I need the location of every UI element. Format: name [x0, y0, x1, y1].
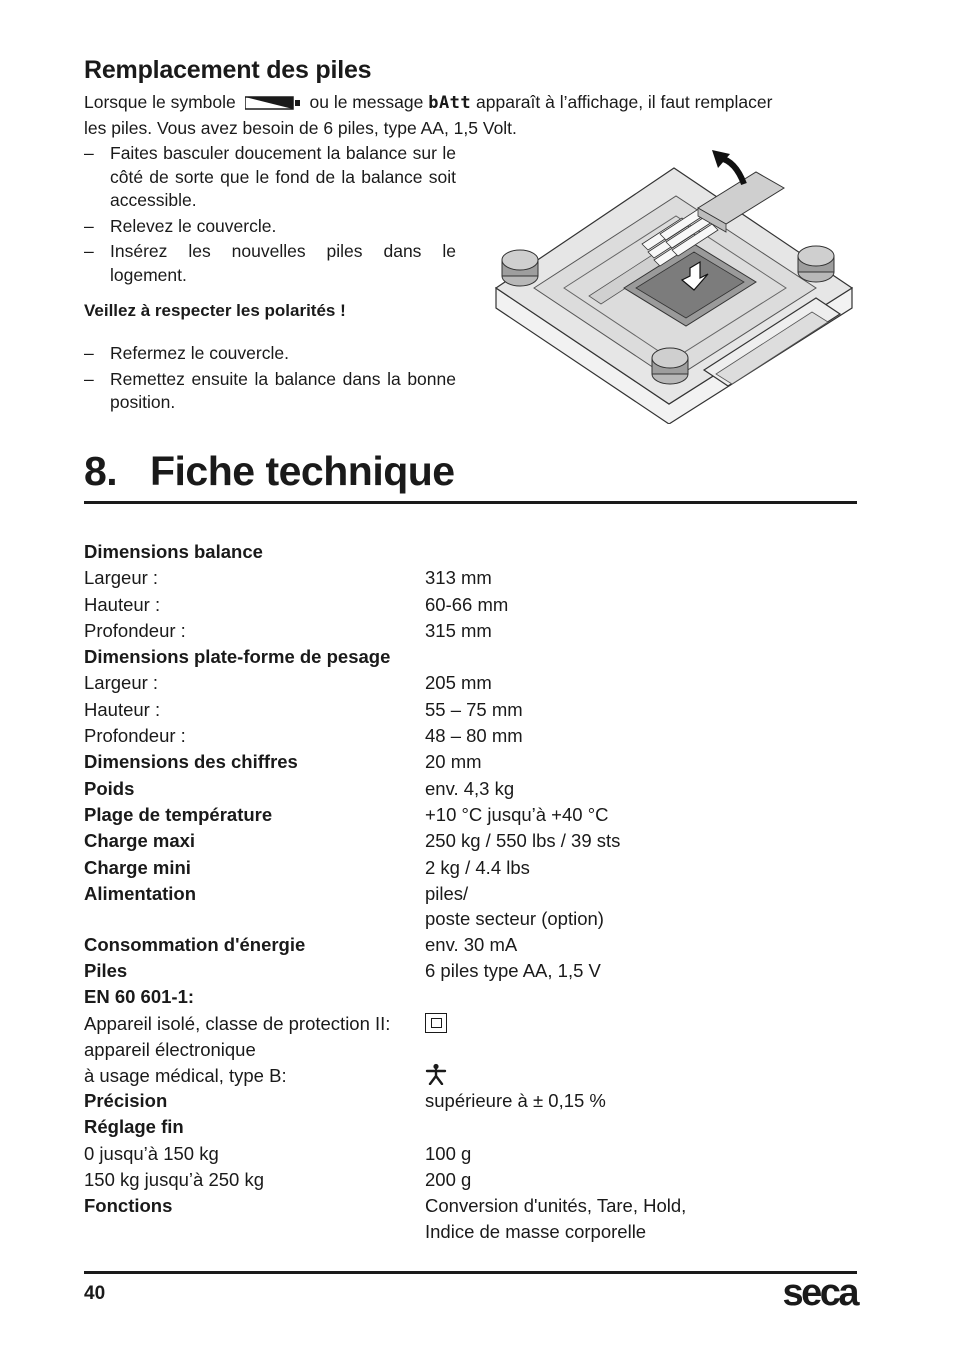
spec-table [84, 539, 857, 1244]
spec-row [84, 1219, 857, 1245]
steps-list-after [84, 342, 456, 417]
spec-value: env. 30 mA [425, 933, 518, 955]
spec-label: Précision [84, 1090, 168, 1112]
spec-label: Consommation d'énergie [84, 933, 306, 955]
spec-label: Alimentation [84, 882, 197, 904]
spec-value: 48 – 80 mm [425, 725, 523, 747]
chapter-title: Fiche technique [150, 448, 455, 494]
spec-label: à usage médical, type B: [84, 1064, 287, 1086]
dash: – [84, 368, 94, 389]
spec-label: appareil électronique [84, 1039, 256, 1061]
spec-row [84, 932, 857, 958]
spec-value: 2 kg / 4.4 lbs [425, 856, 530, 878]
spec-label: Largeur : [84, 567, 159, 589]
spec-value [425, 1011, 447, 1037]
spec-row [84, 592, 857, 618]
spec-row [84, 1114, 857, 1140]
spec-label: Largeur : [84, 672, 159, 694]
spec-label: Piles [84, 960, 128, 982]
spec-label: Profondeur : [84, 619, 186, 641]
intro-paragraph [84, 90, 857, 141]
intro-text-4: les piles. Vous avez besoin de 6 piles, type AA, 1,5 Volt. [84, 118, 517, 138]
spec-label: Hauteur : [84, 593, 161, 615]
spec-row [84, 1141, 857, 1167]
spec-label: Poids [84, 777, 135, 799]
protection-class-ii-icon [425, 1013, 447, 1033]
manual-page [84, 0, 857, 1352]
batt-message: bAtt [428, 93, 472, 113]
chapter-heading [84, 448, 455, 495]
spec-label: Appareil isolé, classe de protection II: [84, 1012, 391, 1034]
chapter-number: 8. [84, 448, 118, 494]
polarity-warning: Veillez à respecter les polarités ! [84, 301, 346, 320]
chapter-divider [84, 501, 857, 504]
spec-row [84, 1011, 857, 1037]
spec-row [84, 906, 857, 932]
spec-row [84, 723, 857, 749]
spec-value: 315 mm [425, 619, 492, 641]
spec-row [84, 855, 857, 881]
spec-label: 0 jusqu’à 150 kg [84, 1142, 219, 1164]
spec-row [84, 881, 857, 907]
spec-label: Réglage fin [84, 1116, 184, 1138]
spec-value [425, 1063, 447, 1089]
spec-value: +10 °C jusqu’à +40 °C [425, 803, 609, 825]
spec-row [84, 828, 857, 854]
spec-row [84, 1063, 857, 1089]
spec-label: Profondeur : [84, 725, 186, 747]
spec-value: env. 4,3 kg [425, 777, 515, 799]
page-number: 40 [84, 1283, 106, 1304]
spec-row [84, 984, 857, 1010]
step-text: Remettez ensuite la balance dans la bonne position. [110, 368, 456, 412]
spec-row [84, 1193, 857, 1219]
dash: – [84, 143, 94, 163]
list-item [84, 342, 456, 366]
spec-row [84, 1037, 857, 1063]
spec-value: 205 mm [425, 672, 492, 694]
spec-row [84, 565, 857, 591]
dash: – [84, 215, 94, 236]
scale-battery-illustration [494, 148, 860, 424]
spec-row [84, 802, 857, 828]
step-text: Relevez le couvercle. [110, 215, 277, 236]
spec-label: Charge mini [84, 856, 191, 878]
list-item [84, 142, 456, 213]
spec-value: 313 mm [425, 567, 492, 589]
spec-row [84, 749, 857, 775]
spec-row [84, 776, 857, 802]
spec-value: piles/ [425, 882, 469, 904]
spec-label: 150 kg jusqu’à 250 kg [84, 1168, 264, 1190]
spec-row [84, 644, 857, 670]
list-item [84, 215, 456, 239]
spec-label: Dimensions plate-forme de pesage [84, 646, 391, 668]
spec-value: 200 g [425, 1168, 472, 1190]
spec-row [84, 958, 857, 984]
spec-value: 20 mm [425, 751, 482, 773]
spec-label: Fonctions [84, 1195, 173, 1217]
spec-row [84, 618, 857, 644]
intro-text-1: Lorsque le symbole [84, 92, 236, 112]
spec-value: Conversion d'unités, Tare, Hold, [425, 1195, 687, 1217]
spec-label: Hauteur : [84, 698, 161, 720]
spec-row [84, 697, 857, 723]
section-title: Remplacement des piles [84, 56, 372, 84]
spec-label: Charge maxi [84, 830, 196, 852]
spec-label: EN 60 601-1: [84, 986, 195, 1008]
dash: – [84, 241, 94, 261]
spec-row [84, 670, 857, 696]
spec-label: Dimensions des chiffres [84, 751, 298, 773]
footer-divider [84, 1271, 857, 1274]
spec-value: 55 – 75 mm [425, 698, 523, 720]
spec-value: 250 kg / 550 lbs / 39 sts [425, 830, 621, 852]
spec-row [84, 1167, 857, 1193]
spec-row [84, 539, 857, 565]
dash: – [84, 343, 94, 363]
spec-value: 100 g [425, 1142, 472, 1164]
low-battery-icon [245, 92, 301, 106]
step-text: Refermez le couvercle. [110, 343, 289, 363]
steps-list [84, 142, 456, 289]
type-b-person-icon [425, 1063, 447, 1085]
intro-text-3: apparaît à l’affichage, il faut remplacer [476, 92, 773, 112]
spec-value: 60-66 mm [425, 593, 509, 615]
step-text: Insérez les nouvelles piles dans le logement. [110, 241, 456, 285]
step-text: Faites basculer doucement la balance sur le côté de sorte que le fond de la balance soit accessible. [110, 143, 456, 210]
spec-label: Plage de température [84, 803, 273, 825]
spec-value: poste secteur (option) [425, 908, 604, 930]
spec-value: Indice de masse corporelle [425, 1220, 647, 1242]
spec-row [84, 1088, 857, 1114]
intro-text-2: ou le message [309, 92, 424, 112]
list-item [84, 240, 456, 287]
seca-logo: seca [782, 1272, 857, 1314]
list-item [84, 368, 456, 415]
spec-label: Dimensions balance [84, 541, 263, 562]
spec-value: supérieure à ± 0,15 % [425, 1090, 606, 1112]
spec-value: 6 piles type AA, 1,5 V [425, 960, 601, 982]
